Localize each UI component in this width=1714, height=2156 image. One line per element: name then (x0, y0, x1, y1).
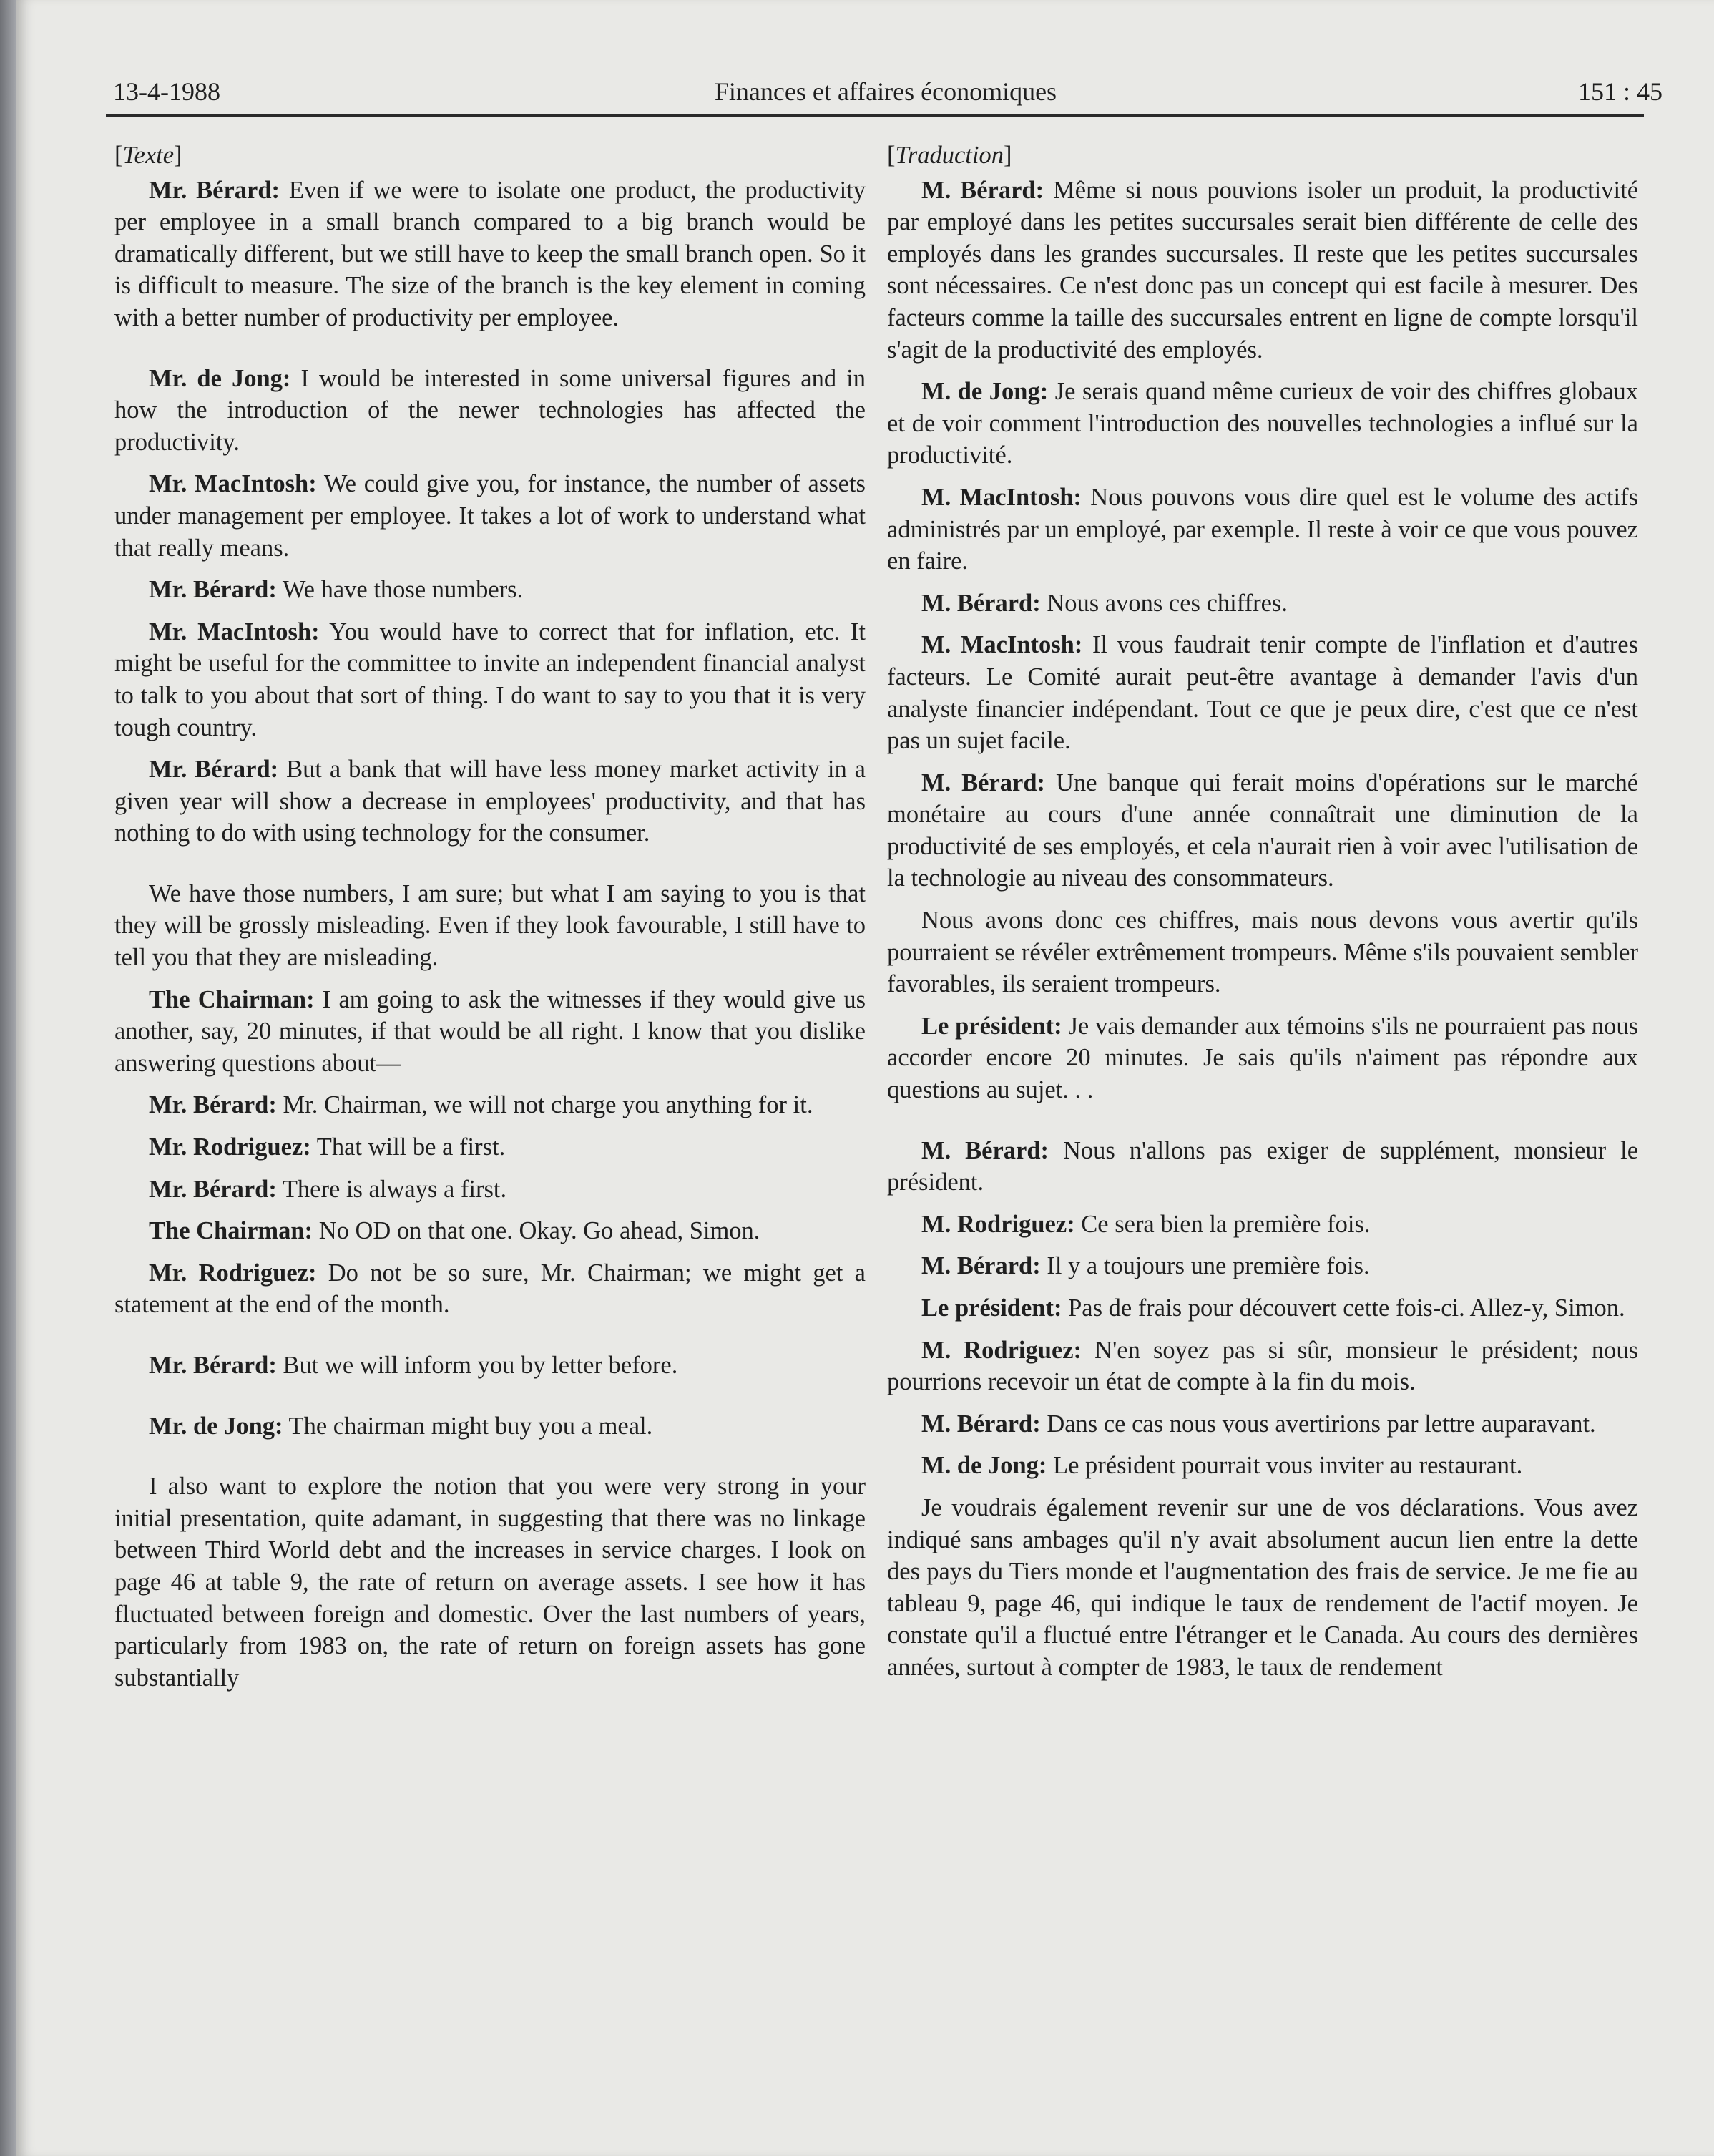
speech-text: Nous pouvons vous dire quel est le volume des actifs administrés par un employé, par exemple. Il reste à voir ce que vous pouvez en faire. (887, 483, 1638, 575)
speech-text: The chairman might buy you a meal. (288, 1412, 653, 1440)
speech-text: We could give you, for instance, the number of assets under management per employee. It takes a lot of work to understand what that really means. (114, 470, 866, 562)
paragraph-fr-8 (887, 1010, 1638, 1106)
speaker-name: M. Bérard: (921, 1136, 1049, 1164)
speaker-name: Mr. Bérard: (149, 1352, 277, 1379)
speaker-name: Mr. de Jong: (149, 1412, 283, 1440)
speaker-name: Mr. Bérard: (149, 576, 277, 604)
speaker-name: Le président: (921, 1294, 1062, 1322)
paragraph-fr-1 (887, 175, 1638, 366)
section-label-text: [Texte] (114, 142, 182, 169)
speech-text: Even if we were to isolate one product, the productivity per employee in a small branch compared to a big branch would be dramatically different, but we still have to keep the small branch open. So it is difficult to measure. The size of the branch is the key element in coming with a better number of productivity per employee. (114, 176, 866, 331)
paragraph-en-7 (114, 878, 866, 974)
paragraph-fr-9 (887, 1135, 1638, 1199)
paragraph-fr-6 (887, 767, 1638, 894)
speaker-name: Mr. Bérard: (149, 1175, 277, 1203)
speaker-name: The Chairman: (149, 1217, 313, 1245)
speech-text: Pas de frais pour découvert cette fois-ci. Allez-y, Simon. (1068, 1294, 1625, 1322)
paragraph-en-13 (114, 1257, 866, 1321)
speech-text: No OD on that one. Okay. Go ahead, Simon. (318, 1217, 760, 1245)
speaker-name: M. Bérard: (921, 1252, 1041, 1280)
speaker-name: M. de Jong: (921, 1452, 1047, 1480)
section-label-text-value: Texte (122, 142, 175, 169)
speaker-name: Mr. Bérard: (149, 1091, 277, 1119)
speaker-name: M. MacIntosh: (921, 483, 1082, 511)
speech-text: Dans ce cas nous vous avertirions par lettre auparavant. (1047, 1410, 1596, 1438)
speech-text: Mr. Chairman, we will not charge you anything for it. (283, 1091, 813, 1119)
speech-text: Le président pourrait vous inviter au restaurant. (1053, 1452, 1523, 1480)
speech-text: Je vais demander aux témoins s'ils ne pourraient pas nous accorder encore 20 minutes. Je sais qu'ils n'aiment pas répondre aux questions au sujet. . . (887, 1012, 1638, 1104)
paragraph-fr-3 (887, 482, 1638, 577)
speaker-name: The Chairman: (149, 985, 315, 1013)
speaker-name: M. Bérard: (921, 1410, 1041, 1438)
paragraph-en-4 (114, 574, 866, 606)
speech-text: I am going to ask the witnesses if they would give us another, say, 20 minutes, if that would be all right. I know that you dislike answering questions about— (114, 985, 866, 1077)
speaker-name: Mr. de Jong: (149, 364, 291, 392)
speaker-name: M. Rodriguez: (921, 1336, 1082, 1364)
section-label-translation-value: Traduction (895, 142, 1004, 169)
paragraph-fr-13 (887, 1335, 1638, 1398)
speaker-name: Mr. Bérard: (149, 176, 280, 204)
speech-text: N'en soyez pas si sûr, monsieur le président; nous pourrions recevoir un état de compte à la fin du mois. (887, 1336, 1639, 1396)
english-column (114, 140, 866, 1704)
speech-text: Nous avons donc ces chiffres, mais nous devons vous avertir qu'ils pourraient se révéler extrêmement trompeurs. Même s'ils pouvaient sembler favorables, ils seraient trompeurs. (887, 907, 1638, 998)
paragraph-en-14 (114, 1350, 866, 1382)
speaker-name: M. MacIntosh: (921, 631, 1083, 659)
speaker-name: Le président: (921, 1012, 1062, 1040)
speech-text: Même si nous pouvions isoler un produit, la productivité par employé dans les petites succursales serait bien différente de celle des employés dans les grandes succursales. Il reste que les petites succursales sont nécessaires. Ce n'est donc pas un concept qui est facile à mesurer. Des facteurs comme la taille des succursales entrent en ligne de compte lorsqu'il s'agit de la productivité des employés. (887, 176, 1639, 364)
speech-text: Une banque qui ferait moins d'opérations sur le marché monétaire au cours d'une année connaîtrait une diminution de la productivité de ses employés, et cela n'aurait rien à voir avec l'utilisation de la technologie au niveau des consommateurs. (887, 769, 1639, 892)
paragraph-fr-7 (887, 904, 1638, 1000)
paragraph-fr-5 (887, 629, 1638, 756)
speaker-name: Mr. MacIntosh: (149, 470, 317, 498)
paragraph-fr-10 (887, 1209, 1638, 1241)
paragraph-fr-14 (887, 1408, 1638, 1440)
speech-text: There is always a first. (282, 1175, 507, 1203)
speaker-name: Mr. Rodriguez: (149, 1259, 317, 1287)
paragraph-fr-16 (887, 1492, 1638, 1684)
speech-text: Je voudrais également revenir sur une de vos déclarations. Vous avez indiqué sans ambages qu'il n'y avait absolument aucun lien entre la dette des pays du Tiers monde et l'augmentation des frais de service. Je me fie au tableau 9, page 46, qui indique le taux de rendement de l'actif moyen. Je constate qu'il a fluctué entre l'étranger et le Canada. Au cours des dernières années, surtout à compter de 1983, le taux de rendement (887, 1493, 1638, 1681)
paragraph-en-1 (114, 175, 866, 334)
speaker-name: Mr. Rodriguez: (149, 1133, 311, 1161)
paragraph-en-9 (114, 1089, 866, 1121)
paragraph-en-12 (114, 1215, 866, 1247)
paragraph-fr-2 (887, 376, 1638, 472)
paragraph-en-5 (114, 616, 866, 743)
speech-text: But a bank that will have less money market activity in a given year will show a decrease in employees' productivity, and that has nothing to do with using technology for the consumer. (114, 756, 866, 847)
speech-text: Je serais quand même curieux de voir des chiffres globaux et de voir comment l'introduction des nouvelles technologies a influé sur la productivité. (887, 378, 1638, 469)
speech-text: We have those numbers. (282, 576, 524, 604)
paragraph-en-10 (114, 1131, 866, 1164)
speech-text: Il vous faudrait tenir compte de l'inflation et d'autres facteurs. Le Comité aurait peut-être avantage à demander l'avis d'un analyste financier indépendant. Tout ce que je peux dire, c'est que ce n'est pas un sujet facile. (887, 631, 1638, 755)
speech-text: That will be a first. (316, 1133, 506, 1161)
header-rule (106, 114, 1644, 117)
speech-text: You would have to correct that for inflation, etc. It might be useful for the committee to invite an independent financial analyst to talk to you about that sort of thing. I do want to say to you that it is very tough country. (114, 618, 866, 741)
speech-text: Nous n'allons pas exiger de supplément, monsieur le président. (887, 1136, 1639, 1196)
paragraph-en-16 (114, 1470, 866, 1694)
speech-text: Do not be so sure, Mr. Chairman; we might get a statement at the end of the month. (114, 1259, 866, 1319)
french-column (887, 140, 1638, 1694)
paragraph-fr-15 (887, 1450, 1638, 1482)
speaker-name: M. de Jong: (921, 378, 1049, 406)
binding-edge (0, 0, 16, 2156)
header-date: 13-4-1988 (113, 77, 220, 106)
speaker-name: Mr. Bérard: (149, 756, 279, 784)
paragraph-fr-12 (887, 1292, 1638, 1325)
speech-text: I also want to explore the notion that you were very strong in your initial presentation, quite adamant, in suggesting that there was no linkage between Third World debt and the increases in service charges. I look on page 46 at table 9, the rate of return on average assets. I see how it has fluctuated between foreign and domestic. Over the last numbers of years, particularly from 1983 on, the rate of return on foreign assets has gone substantially (114, 1473, 866, 1692)
speaker-name: M. Bérard: (921, 769, 1046, 796)
header-page-number: 151 : 45 (1577, 77, 1662, 106)
paragraph-fr-11 (887, 1250, 1638, 1282)
paragraph-en-6 (114, 753, 866, 849)
paragraph-fr-4 (887, 587, 1638, 620)
paragraph-en-2 (114, 363, 866, 459)
paragraph-en-11 (114, 1174, 866, 1206)
speaker-name: Mr. MacIntosh: (149, 618, 320, 645)
speech-text: I would be interested in some universal figures and in how the introduction of the newer technologies has affected the productivity. (114, 364, 866, 456)
speech-text: Ce sera bien la première fois. (1081, 1210, 1371, 1238)
speech-text: Il y a toujours une première fois. (1047, 1252, 1370, 1280)
speech-text: But we will inform you by letter before. (283, 1352, 678, 1379)
speaker-name: M. Rodriguez: (921, 1210, 1075, 1238)
paragraph-en-3 (114, 468, 866, 564)
paragraph-en-15 (114, 1410, 866, 1443)
page-header (100, 72, 1671, 117)
speech-text: We have those numbers, I am sure; but what I am saying to you is that they will be grossly misleading. Even if they look favourable, I still have to tell you that they are misleading. (114, 879, 866, 972)
paragraph-en-8 (114, 984, 866, 1080)
header-title: Finances et affaires économiques (714, 77, 1057, 106)
speaker-name: M. Bérard: (921, 589, 1041, 617)
section-label-translation: [Traduction] (887, 142, 1012, 169)
speaker-name: M. Bérard: (921, 176, 1044, 204)
speech-text: Nous avons ces chiffres. (1047, 589, 1288, 617)
